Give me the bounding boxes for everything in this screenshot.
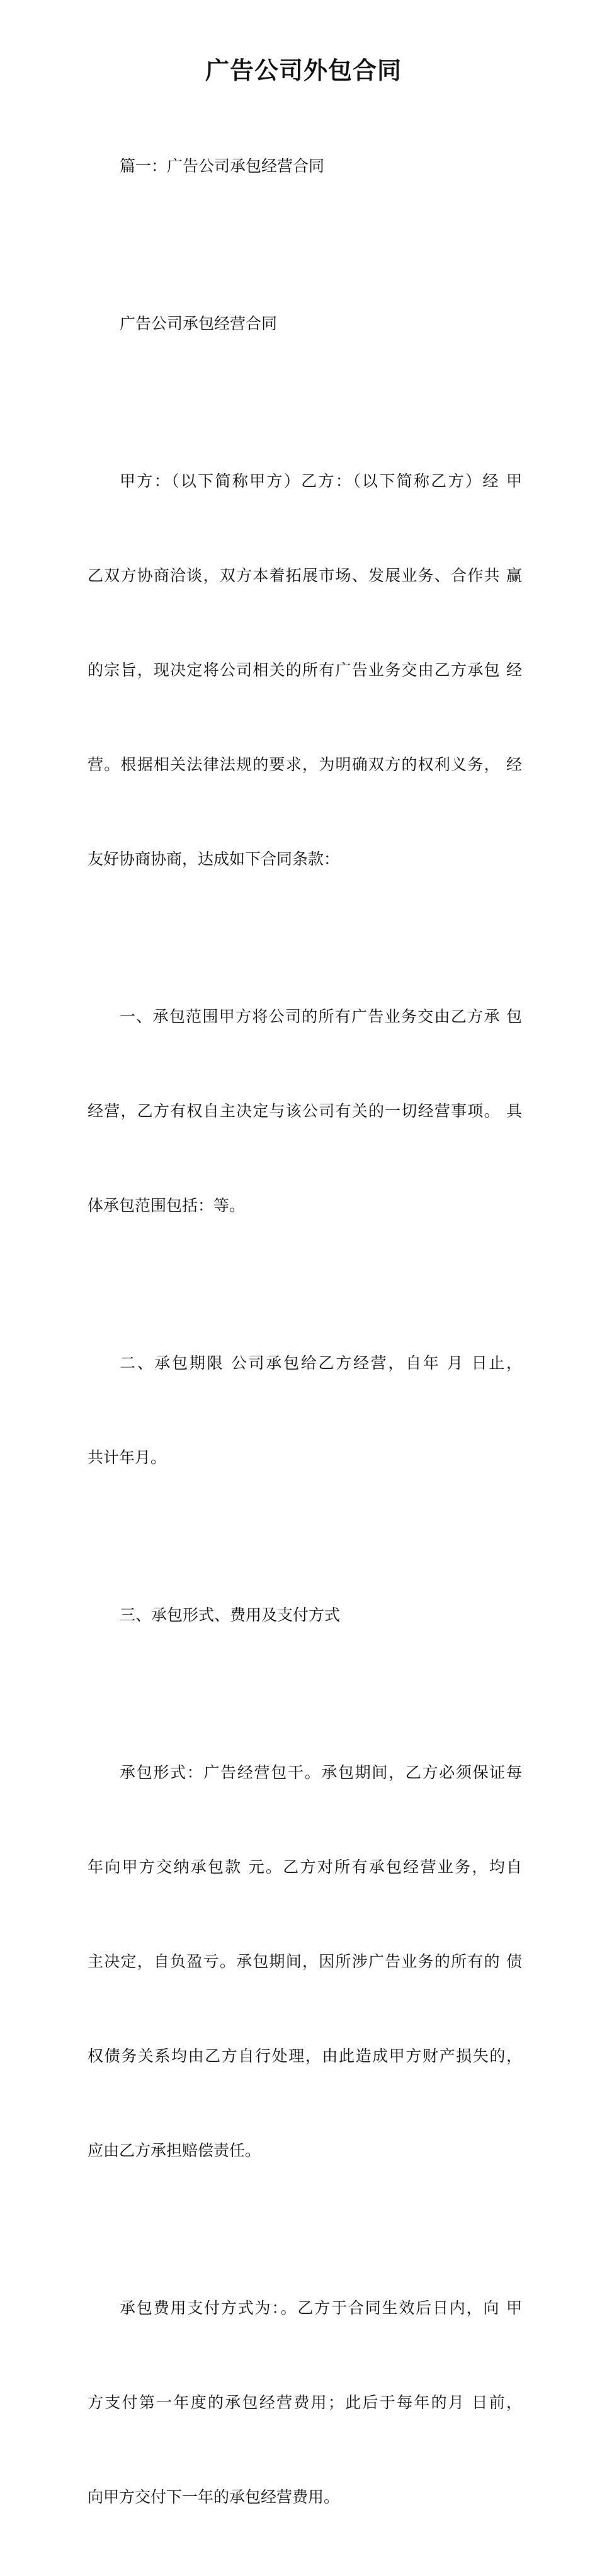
text-line: 营。根据相关法律法规的要求，为明确双方的权利义务， 经 [88, 755, 522, 774]
text-line: 应由乙方承担赔偿责任。 [88, 2141, 261, 2160]
paragraph-section-heading [88, 88, 522, 245]
text-line: 共计年月。 [88, 1448, 167, 1467]
document-title: 广告公司外包合同 [205, 56, 402, 84]
text-line: 经营，乙方有权自主决定与该公司有关的一切经营事项。 具 [88, 1102, 522, 1120]
text-line: 三、承包形式、费用及支付方式 [120, 1606, 341, 1624]
text-line: 乙双方协商洽谈，双方本着拓展市场、发展业务、合作共 赢 [88, 566, 522, 585]
text-line: 篇一：广告公司承包经营合同 [120, 157, 325, 175]
text-line: 承包形式：广告经营包干。承包期间，乙方必须保证每 [120, 1763, 522, 1782]
text-line: 承包费用支付方式为：。乙方于合同生效后日内，向 甲 [120, 2299, 522, 2317]
text-line: 向甲方交付下一年的承包经营费用。 [88, 2488, 340, 2506]
text-line: 权债务关系均由乙方自行处理，由此造成甲方财产损失的， [88, 2047, 522, 2065]
text-line: 二、承包期限 公司承包给乙方经营，自年 月 日止， [120, 1354, 522, 1372]
text-line: 一、承包范围甲方将公司的所有广告业务交由乙方承 包 [120, 1007, 522, 1026]
text-line: 方支付第一年度的承包经营费用；此后于每年的月 日前， [88, 2393, 522, 2412]
document-body [88, 88, 522, 2576]
paragraph-term [88, 1285, 522, 1537]
paragraph-parties [88, 403, 522, 938]
text-line: 广告公司承包经营合同 [120, 314, 278, 333]
text-line: 的宗旨，现决定将公司相关的所有广告业务交由乙方承包 经 [88, 661, 522, 679]
text-line: 友好协商协商，达成如下合同条款： [88, 850, 340, 868]
paragraph-contract-name [88, 245, 522, 403]
paragraph-payment-method [88, 2230, 522, 2576]
paragraph-payment-heading [88, 1537, 522, 1694]
text-line: 主决定，自负盈亏。承包期间，因所涉广告业务的所有的 债 [88, 1952, 522, 1971]
paragraph-scope [88, 938, 522, 1285]
text-line: 体承包范围包括：等。 [88, 1196, 246, 1215]
paragraph-contract-form [88, 1694, 522, 2230]
text-line: 年向甲方交纳承包款 元。乙方对所有承包经营业务，均自 [88, 1858, 522, 1876]
text-line: 甲方：（以下简称甲方）乙方：（以下简称乙方）经 甲 [120, 472, 522, 490]
